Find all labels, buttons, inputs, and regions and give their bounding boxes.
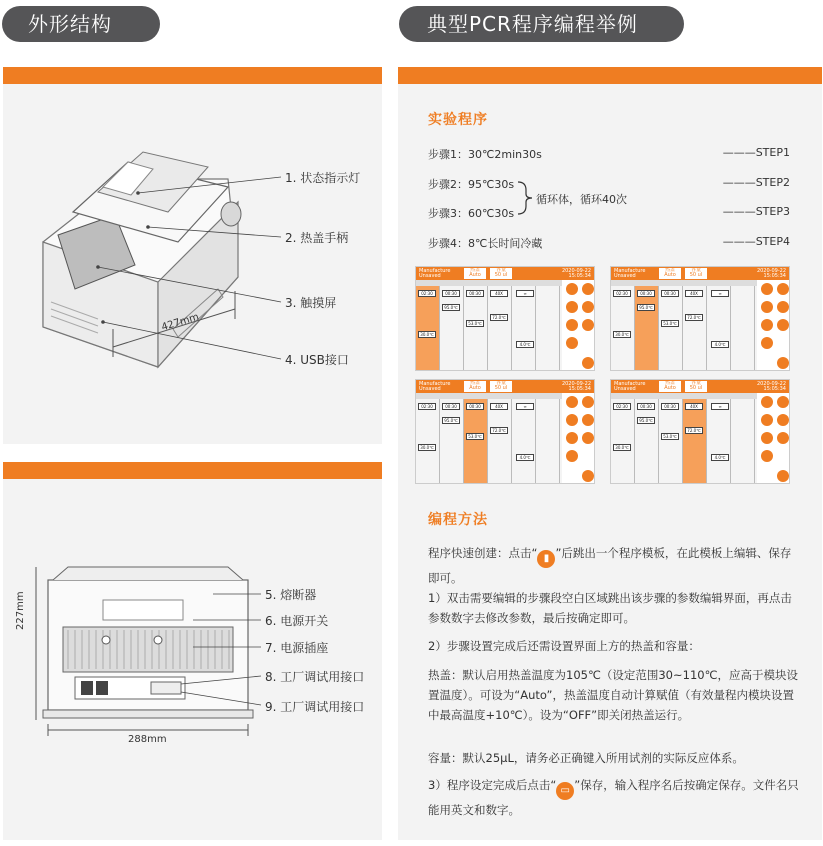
screen-toolbar (566, 283, 595, 371)
section-title-structure: 外形结构 (2, 6, 160, 42)
volume-tab[interactable]: 容量 50 ul (490, 381, 512, 392)
back-button[interactable] (582, 396, 594, 408)
lid-tab[interactable]: 热盖 Auto (464, 268, 486, 279)
step-2-tag: ———STEP2 (722, 176, 790, 189)
run-button[interactable] (566, 450, 578, 462)
step-column[interactable] (416, 399, 440, 484)
step-2: 步骤2：95℃30s (428, 178, 515, 191)
home-button[interactable] (582, 470, 594, 482)
add-step-button[interactable] (761, 283, 773, 295)
add-step-button[interactable] (566, 396, 578, 408)
dimension-width: 288mm (128, 734, 167, 745)
screen-toolbar (761, 283, 790, 371)
step-4: 步骤4：8℃长时间冷藏 (428, 237, 543, 250)
method-lid-info: 热盖：默认启用热盖温度为105℃（设定范围30~110℃，应高于模块设置温度）。可设为“Auto”，热盖温度自动计算赋值（有效量程内模块设置中最高温度+10℃）。设为“OFF”即关闭热盖运行。 (428, 668, 798, 722)
screen-header: Manufacture Unsaved 热盖 Auto 容量 50 ul 2020-09-22 15:05:34 (611, 380, 789, 393)
back-button[interactable] (777, 283, 789, 295)
new-button[interactable] (582, 319, 594, 331)
new-button[interactable] (777, 319, 789, 331)
panel-header-bar (398, 67, 822, 84)
program-graph: 02:30 00:30 00:30 40X ∞ 95.0℃ 72.0℃ 53.0℃ 30.0℃ 4.0℃ (416, 399, 562, 484)
step-3: 步骤3：60℃30s (428, 207, 515, 220)
delete-button[interactable] (566, 414, 578, 426)
method-step-2: 2）步骤设置完成后还需设置界面上方的热盖和容量： (428, 639, 700, 653)
save-button[interactable] (761, 432, 773, 444)
step-column[interactable] (464, 399, 488, 484)
screen-header: Manufacture Unsaved 热盖 Auto 容量 50 ul 2020-09-22 15:05:34 (416, 267, 594, 280)
run-button[interactable] (761, 337, 773, 349)
step-column[interactable] (464, 286, 488, 371)
callout-debug-port-2: 9. 工厂调试用接口 (265, 700, 365, 714)
dimension-height: 227mm (15, 591, 26, 630)
program-screen (415, 379, 595, 484)
programming-method-title: 编程方法 (428, 512, 488, 528)
method-quick-create: 程序快速创建：点击“ ▮ ”后跳出一个程序模板，在此模板上编辑、保存即可。 (428, 546, 792, 585)
home-button[interactable] (777, 470, 789, 482)
new-button[interactable] (777, 432, 789, 444)
method-step-1: 1）双击需要编辑的步骤段空白区域跳出该步骤的参数编辑界面，再点击参数数字去修改参数，最后按确定即可。 (428, 591, 792, 625)
experiment-program-title: 实验程序 (428, 112, 488, 128)
lid-tab[interactable]: 热盖 Auto (464, 381, 486, 392)
method-volume-info: 容量：默认25μL，请务必正确键入所用试剂的实际反应体系。 (428, 751, 744, 765)
add-step-button[interactable] (761, 396, 773, 408)
program-graph: 02:30 00:30 00:30 40X ∞ 95.0℃ 72.0℃ 53.0℃ 30.0℃ 4.0℃ (611, 286, 757, 371)
home-button[interactable] (582, 357, 594, 369)
step-column[interactable] (707, 399, 731, 484)
method-save: 3）程序设定完成后点击“ ▭ ”保存，输入程序名后按确定保存。文件名只能用英文和数字。 (428, 778, 799, 817)
step-column[interactable] (416, 286, 440, 371)
delete-button[interactable] (566, 301, 578, 313)
step-column[interactable] (683, 286, 707, 371)
step-column[interactable] (488, 286, 512, 371)
forward-button[interactable] (582, 414, 594, 426)
forward-button[interactable] (777, 301, 789, 313)
step-4-tag: ———STEP4 (722, 235, 790, 248)
callout-debug-port-1: 8. 工厂调试用接口 (265, 670, 365, 684)
lid-tab[interactable]: 热盖 Auto (659, 268, 681, 279)
step-3-tag: ———STEP3 (722, 205, 790, 218)
save-button[interactable] (761, 319, 773, 331)
device-illustration (3, 67, 382, 444)
callout-status-light: 1. 状态指示灯 (285, 171, 361, 185)
callout-fuse: 5. 熔断器 (265, 588, 317, 602)
volume-tab[interactable]: 容量 50 ul (490, 268, 512, 279)
delete-button[interactable] (761, 301, 773, 313)
back-button[interactable] (582, 283, 594, 295)
lid-tab[interactable]: 热盖 Auto (659, 381, 681, 392)
step-1-tag: ———STEP1 (722, 146, 790, 159)
program-screen (610, 266, 790, 371)
step-column[interactable] (659, 286, 683, 371)
callout-touch-screen: 3. 触摸屏 (285, 296, 337, 310)
run-button[interactable] (566, 337, 578, 349)
back-button[interactable] (777, 396, 789, 408)
step-column[interactable] (611, 286, 635, 371)
step-1: 步骤1：30℃2min30s (428, 148, 542, 161)
save-button[interactable] (566, 432, 578, 444)
callout-power-socket: 7. 电源插座 (265, 641, 329, 655)
volume-tab[interactable]: 容量 50 ul (685, 381, 707, 392)
step-column[interactable] (635, 286, 659, 371)
new-button[interactable] (582, 432, 594, 444)
delete-button[interactable] (761, 414, 773, 426)
callout-usb-port: 4. USB接口 (285, 353, 349, 367)
step-column[interactable] (635, 399, 659, 484)
panel-device-overview (3, 67, 382, 444)
section-title-pcr-example: 典型PCR程序编程举例 (399, 6, 684, 42)
step-column[interactable] (683, 399, 707, 484)
screen-toolbar (566, 396, 595, 484)
panel-device-rear (3, 462, 382, 840)
forward-button[interactable] (582, 301, 594, 313)
dimension-depth: 427mm (160, 311, 201, 334)
program-screen (415, 266, 595, 371)
callout-lid-handle: 2. 热盖手柄 (285, 231, 349, 245)
save-icon: ▭ (556, 782, 574, 800)
screen-toolbar (761, 396, 790, 484)
program-graph: 02:30 00:30 00:30 40X ∞ 95.0℃ 72.0℃ 53.0℃ 30.0℃ 4.0℃ (416, 286, 562, 371)
step-column[interactable] (536, 399, 560, 484)
program-screen (610, 379, 790, 484)
callout-power-switch: 6. 电源开关 (265, 614, 329, 628)
new-program-icon: ▮ (537, 550, 555, 568)
cycle-note: 循环体，循环40次 (536, 193, 627, 206)
step-column[interactable] (707, 286, 731, 371)
step-column[interactable] (731, 286, 755, 371)
step-column[interactable] (659, 399, 683, 484)
step-column[interactable] (512, 286, 536, 371)
add-step-button[interactable] (566, 283, 578, 295)
run-button[interactable] (761, 450, 773, 462)
volume-tab[interactable]: 容量 50 ul (685, 268, 707, 279)
step-column[interactable] (440, 286, 464, 371)
save-button[interactable] (566, 319, 578, 331)
step-column[interactable] (611, 399, 635, 484)
step-column[interactable] (440, 399, 464, 484)
screen-header: Manufacture Unsaved 热盖 Auto 容量 50 ul 2020-09-22 15:05:34 (416, 380, 594, 393)
home-button[interactable] (777, 357, 789, 369)
step-column[interactable] (488, 399, 512, 484)
step-column[interactable] (536, 286, 560, 371)
forward-button[interactable] (777, 414, 789, 426)
step-column[interactable] (731, 399, 755, 484)
panel-pcr-program (398, 67, 822, 840)
screen-header: Manufacture Unsaved 热盖 Auto 容量 50 ul 2020-09-22 15:05:34 (611, 267, 789, 280)
step-column[interactable] (512, 399, 536, 484)
program-graph: 02:30 00:30 00:30 40X ∞ 95.0℃ 72.0℃ 53.0℃ 30.0℃ 4.0℃ (611, 399, 757, 484)
